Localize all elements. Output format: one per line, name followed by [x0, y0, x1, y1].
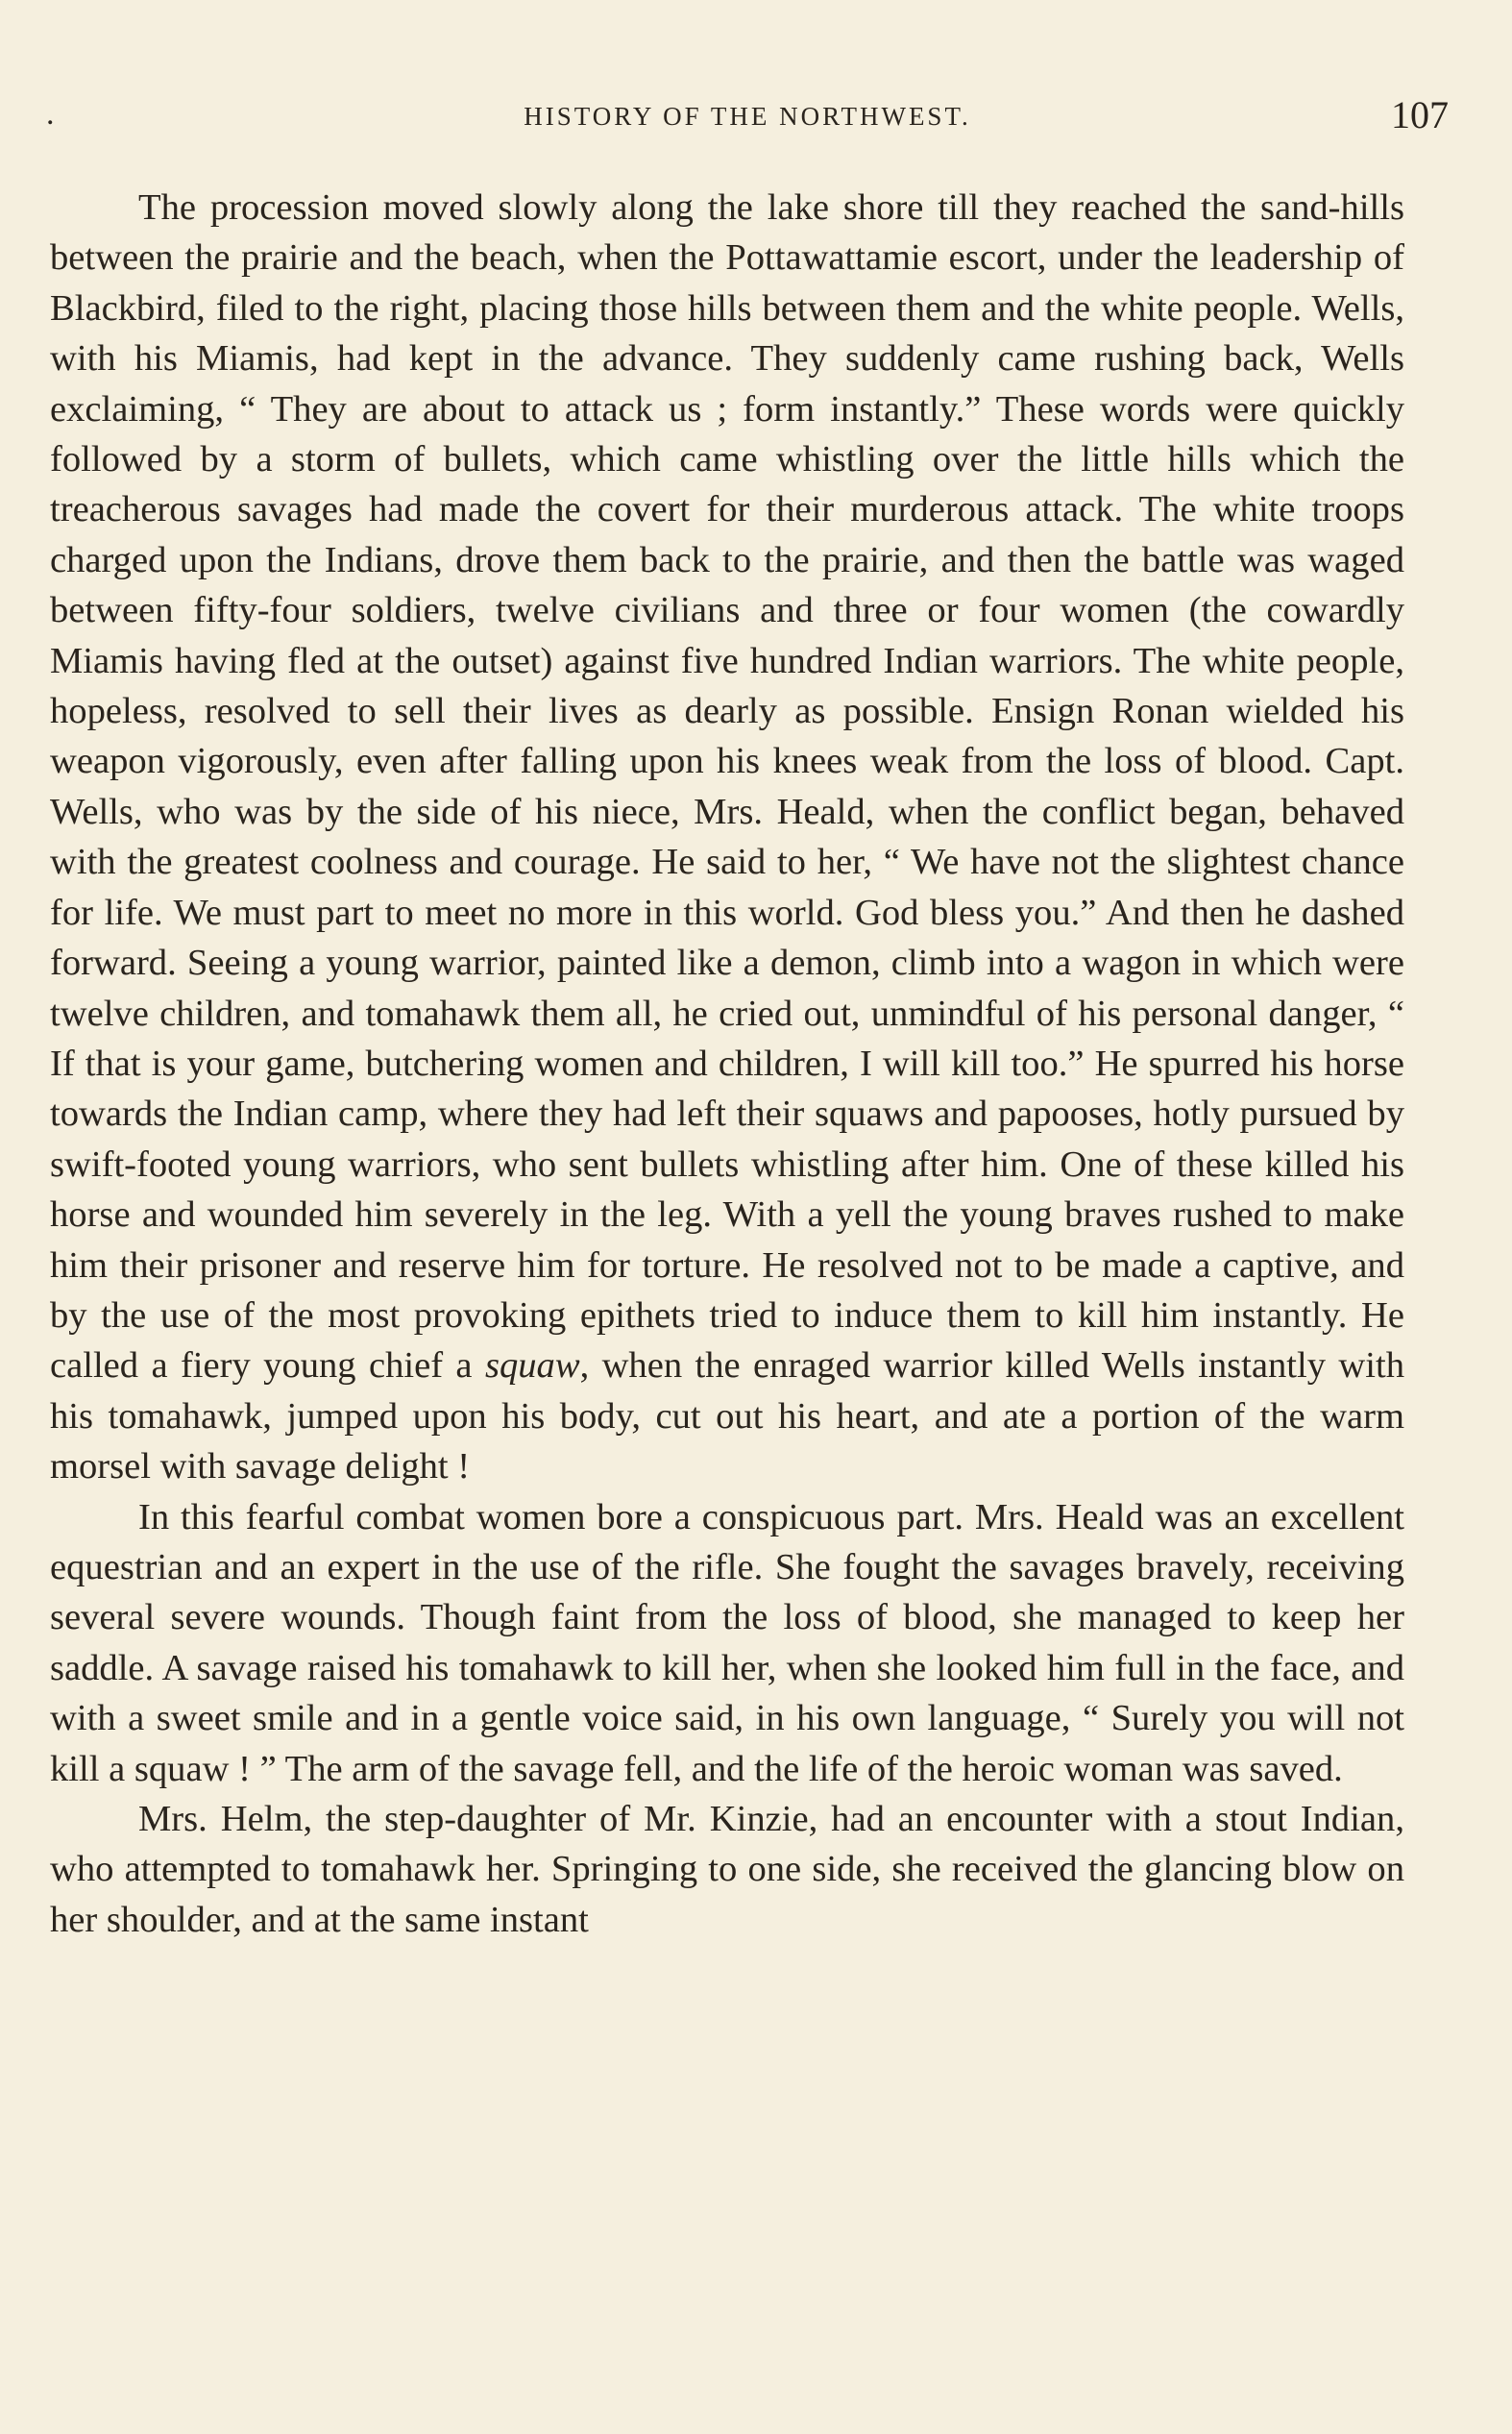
page-header [46, 88, 1449, 146]
header-dot: . [46, 96, 55, 132]
body-text [50, 183, 1404, 1945]
paragraph-1 [50, 183, 1404, 1492]
paragraph-1-text-end: , when the enraged warrior killed Wells instantly with his tomahawk, jumped upon his body, cut out his heart, and ate a portion of the warm morsel with savage delight ! [50, 1345, 1404, 1487]
paragraph-2: In this fearful combat women bore a conspicuous part. Mrs. Heald was an excellent equestrian and an expert in the use of the rifle. She fought the savages bravely, receiving several severe wounds. Though faint from the loss of blood, she managed to keep her saddle. A savage raised his tomahawk to kill her, when she looked him full in the face, and with a sweet smile and in a gentle voice said, in his own language, “ Surely you will not kill a squaw ! ” The arm of the savage fell, and the life of the heroic woman was saved. [50, 1496, 1404, 1789]
paragraph-1-text: The procession moved slowly along the lake shore till they reached the sand-hills between the prairie and the beach, when the Pottawattamie escort, under the leadership of Blackbird, filed to the right, placing those hills between them and the white people. Wells, with his Miamis, had kept in the advance. They suddenly came rushing back, Wells exclaiming, “ They are about to attack us ; form instantly.” These words were quickly followed by a storm of bullets, which came whistling over the little hills which the treacherous savages had made the covert for their murderous attack. The white troops charged upon the Indians, drove them back to the prairie, and then the battle was waged between fifty-four soldiers, twelve civilians and three or four women (the cowardly Miamis having fled at the outset) against five hundred Indian warriors. The white people, hopeless, resolved to sell their lives as dearly as possible. Ensign Ronan wielded his weapon vigorously, even after falling upon his knees weak from the loss of blood. Capt. Wells, who was by the side of his niece, Mrs. Heald, when the conflict began, behaved with the greatest coolness and courage. He said to her, “ We have not the slightest chance for life. We must part to meet no more in this world. God bless you.” And then he dashed forward. Seeing a young warrior, painted like a demon, climb into a wagon in which were twelve children, and tomahawk them all, he cried out, unmindful of his personal danger, “ If that is your game, butchering women and children, I will kill too.” He spurred his horse towards the Indian camp, where they had left their squaws and papooses, hotly pursued by swift-footed young warriors, who sent bullets whistling after him. One of these killed his horse and wounded him severely in the leg. With a yell the young braves rushed to make him their prisoner and reserve him for torture. He resolved not to be made a captive, and by the use of the most provoking epithets tried to induce them to kill him instantly. He called a fiery young chief a [50, 187, 1404, 1387]
running-title: HISTORY OF THE NORTHWEST. [524, 102, 971, 131]
paragraph-3: Mrs. Helm, the step-daughter of Mr. Kinzie, had an encounter with a stout Indian, who attempted to tomahawk her. Springing to one side, she received the glancing blow on her shoulder, and at the same instant [50, 1799, 1404, 1940]
italic-word-squaw: squaw [484, 1345, 580, 1387]
page-number: 107 [1391, 93, 1449, 136]
